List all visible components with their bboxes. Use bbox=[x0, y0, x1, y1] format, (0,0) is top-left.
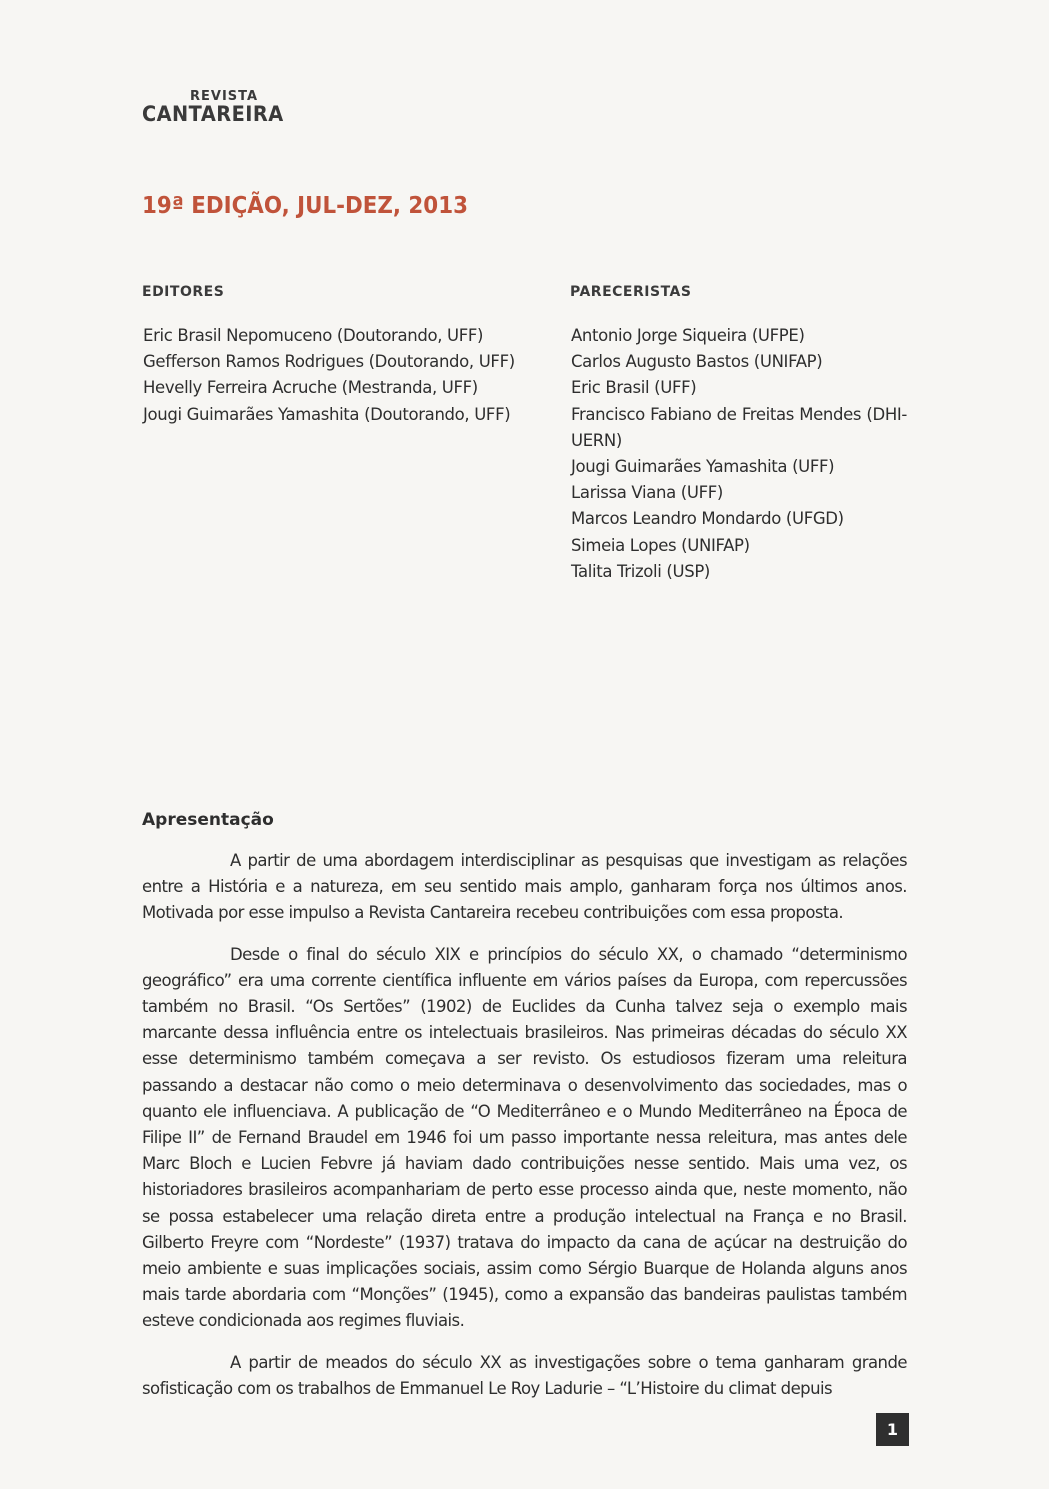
reviewers-list bbox=[571, 323, 907, 585]
list-item: Jougi Guimarães Yamashita (Doutorando, UFF) bbox=[143, 404, 511, 424]
edition-title: 19ª EDIÇÃO, JUL-DEZ, 2013 bbox=[142, 193, 468, 219]
body-paragraph: A partir de meados do século XX as investigações sobre o tema ganharam grande sofisticação com os trabalhos de Emmanuel Le Roy Ladurie – “L’Histoire du climat depuis bbox=[142, 1352, 907, 1398]
logo-line-revista: REVISTA bbox=[190, 89, 259, 104]
list-item: Hevelly Ferreira Acruche (Mestranda, UFF) bbox=[143, 378, 478, 398]
list-item: Eric Brasil (UFF) bbox=[571, 378, 697, 398]
journal-logo bbox=[142, 90, 302, 125]
list-item: Francisco Fabiano de Freitas Mendes (DHI-UERN) bbox=[571, 404, 907, 450]
list-item: Carlos Augusto Bastos (UNIFAP) bbox=[571, 352, 823, 372]
editors-heading: EDITORES bbox=[142, 284, 225, 300]
presentation-heading: Apresentação bbox=[142, 810, 274, 830]
list-item: Jougi Guimarães Yamashita (UFF) bbox=[571, 457, 835, 477]
list-item: Antonio Jorge Siqueira (UFPE) bbox=[571, 326, 805, 345]
logo-line-cantareira: CANTAREIRA bbox=[142, 102, 284, 126]
body-paragraph: Desde o final do século XIX e princípios do século XX, o chamado “determinismo geográfico” era uma corrente científica influente em vários países da Europa, com repercussões também no Brasil. “Os Sertões” (1902) de Euclides da Cunha talvez seja o exemplo mais marcante dessa influência entre os intelectuais brasileiros. Nas primeiras décadas do século XX esse determinismo também começava a ser revisto. Os estudiosos fizeram uma releitura passando a destacar não como o meio determinava o desenvolvimento das sociedades, mas o quanto ele influenciava. A publicação de “O Mediterrâneo e o Mundo Mediterrâneo na Época de Filipe II” de Fernand Braudel em 1946 foi um passo importante nessa releitura, mas antes dele Marc Bloch e Lucien Febvre já haviam dado contribuições nesse sentido. Mais uma vez, os historiadores brasileiros acompanhariam de perto esse processo ainda que, neste momento, não se possa estabelecer uma relação direta entre a produção intelectual na França e no Brasil. Gilberto Freyre com “Nordeste” (1937) tratava do impacto da cana de açúcar na destruição do meio ambiente e suas implicações sociais, assim como Sérgio Buarque de Holanda alguns anos mais tarde abordaria com “Monções” (1945), como a expansão das bandeiras paulistas também esteve condicionada aos regimes fluviais. bbox=[142, 944, 907, 1331]
editors-list bbox=[143, 323, 543, 428]
reviewers-heading: PARECERISTAS bbox=[570, 284, 692, 300]
list-item: Simeia Lopes (UNIFAP) bbox=[571, 535, 750, 555]
list-item: Larissa Viana (UFF) bbox=[571, 483, 723, 503]
presentation-body bbox=[142, 848, 907, 1417]
list-item: Eric Brasil Nepomuceno (Doutorando, UFF) bbox=[143, 326, 484, 345]
page-number-badge: 1 bbox=[876, 1413, 909, 1446]
list-item: Marcos Leandro Mondardo (UFGD) bbox=[571, 509, 844, 529]
list-item: Talita Trizoli (USP) bbox=[571, 561, 711, 581]
list-item: Gefferson Ramos Rodrigues (Doutorando, UFF) bbox=[143, 352, 515, 372]
body-paragraph: A partir de uma abordagem interdisciplinar as pesquisas que investigam as relações entre a História e a natureza, em seu sentido mais amplo, ganharam força nos últimos anos. Motivada por esse impulso a Revista Cantareira recebeu contribuições com essa proposta. bbox=[142, 851, 907, 923]
